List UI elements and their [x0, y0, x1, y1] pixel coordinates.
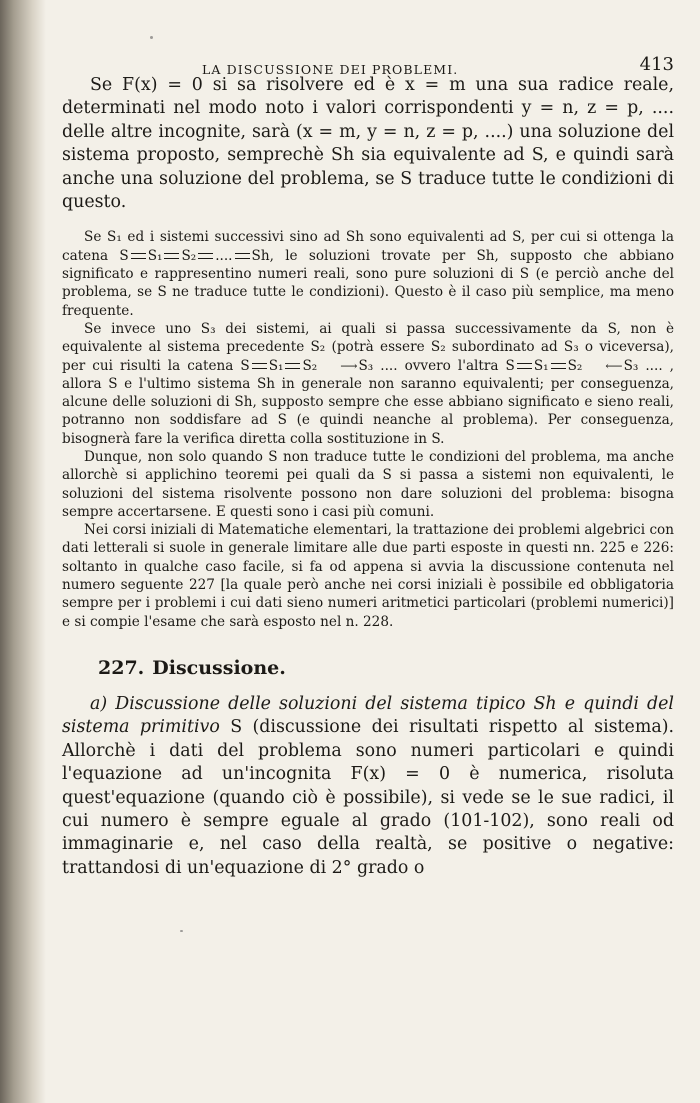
- small-paragraph: Nei corsi iniziali di Matematiche elementari, la trattazione dei problemi algebrici con dati letterali si suole in generale limitare alle due parti esposte in questi nn. 225 e 226: soltanto in qualche caso facile, si fa od appena si avvia la discussione contenuta nel numero seguente 227 [la quale però anche nei corsi iniziali è possibile ed obbligatoria sempre per i problemi i cui dati sieno numeri aritmetici particolari (problemi numerici)] e si compie l'esame che sarà esposto nel n. 228.: [62, 522, 674, 630]
- text-run: S₂: [302, 357, 318, 374]
- double-arrow-icon: [551, 360, 566, 372]
- text-run: ....: [215, 247, 233, 264]
- page-number: 413: [639, 54, 674, 75]
- text-run: Se invece uno S₃ dei sistemi, ai quali si passa successivamente da S, non è equivalente al sistema precedente S₂ (potrà essere S₂ subordinato ad S₃ o viceversa), per cui risulti la catena S: [62, 320, 674, 374]
- double-arrow-icon: [252, 360, 267, 372]
- section-lead: a) Discussione delle soluzioni del sistema tipico Sh e quindi del sistema primitivo: [62, 693, 674, 738]
- paper-speck: [150, 36, 153, 39]
- right-arrow-icon: ⟶: [340, 358, 358, 373]
- double-arrow-icon: [198, 250, 213, 262]
- text-run: S₁: [268, 357, 284, 374]
- text-run: S₂: [181, 247, 197, 264]
- text-run: S₃ .... ovvero l'altra S: [358, 357, 515, 374]
- paper-speck: [180, 930, 183, 932]
- double-arrow-icon: [517, 360, 532, 372]
- text-run: S₃ .... , allora S e l'ultimo sistema Sh in generale non saranno equivalenti; per conseguenza, alcune delle soluzioni di Sh, supposto sempre che esse abbiano significato e sieno reali, potranno non soddisfare ad S (e quindi neanche al problema). Per conseguenza, bisognerà fare la verifica diretta colla sostituzione in S.: [62, 357, 674, 447]
- running-head: LA DISCUSSIONE DEI PROBLEMI.: [202, 62, 459, 77]
- book-binding-shadow: [0, 0, 46, 1103]
- section-title: Discussione.: [152, 656, 286, 679]
- section-number: 227.: [98, 656, 145, 679]
- small-paragraph: [62, 320, 674, 448]
- small-paragraph: [62, 228, 674, 319]
- section-heading: [98, 657, 674, 679]
- section-paragraph: [62, 693, 674, 880]
- section-text: S (discussione dei risultati rispetto al sistema). Allorchè i dati del problema sono numeri particolari e quindi l'equazione ad un'incognita F(x) = 0 è numerica, risoluta quest'equazione (quando ciò è possibile), si vede se le sue radici, il cui numero è sempre eguale al grado (101-102), sono reali od immaginarie e, nel caso della realtà, se positive o negative: trattandosi di un'equazione di 2° grado o: [62, 717, 675, 878]
- intro-paragraph: Se F(x) = 0 si sa risolvere ed è x = m una sua radice reale, determinati nel modo noto i valori corrispondenti y = n, z = p, .... delle altre incognite, sarà (x = m, y = n, z = p, ....) una soluzione del sistema proposto, semprechè Sh sia equivalente ad S, e quindi sarà anche una soluzione del problema, se S traduce tutte le condizioni di questo.: [62, 75, 674, 213]
- double-arrow-icon: [285, 360, 300, 372]
- text-run: S₁: [147, 247, 163, 264]
- double-arrow-icon: [164, 250, 179, 262]
- page-header: [62, 40, 674, 77]
- text-run: Sh, le soluzioni trovate per Sh, supposto che abbiano significato e rappresentino numeri reali, sono pure soluzioni di S (e perciò anche del problema, se S ne traduce tutte le condizioni). Questo è il caso più semplice, ma meno frequente.: [62, 247, 674, 319]
- small-print-block: [62, 228, 674, 631]
- double-arrow-icon: [235, 250, 250, 262]
- double-arrow-icon: [131, 250, 146, 262]
- text-run: Se S₁ ed i sistemi successivi sino ad Sh sono equivalenti ad S, per cui si ottenga la catena S: [62, 229, 674, 264]
- text-run: S₂: [567, 357, 583, 374]
- book-page: [62, 40, 674, 880]
- left-arrow-icon: ⟵: [605, 358, 623, 373]
- text-run: S₁: [533, 357, 549, 374]
- small-paragraph: Dunque, non solo quando S non traduce tutte le condizioni del problema, ma anche allorchè si applichino teoremi pei quali da S si passa a sistemi non equivalenti, le soluzioni del sistema risolvente possono non dare soluzioni del problema: bisogna sempre accertarsene. E questi sono i casi più comuni.: [62, 449, 674, 520]
